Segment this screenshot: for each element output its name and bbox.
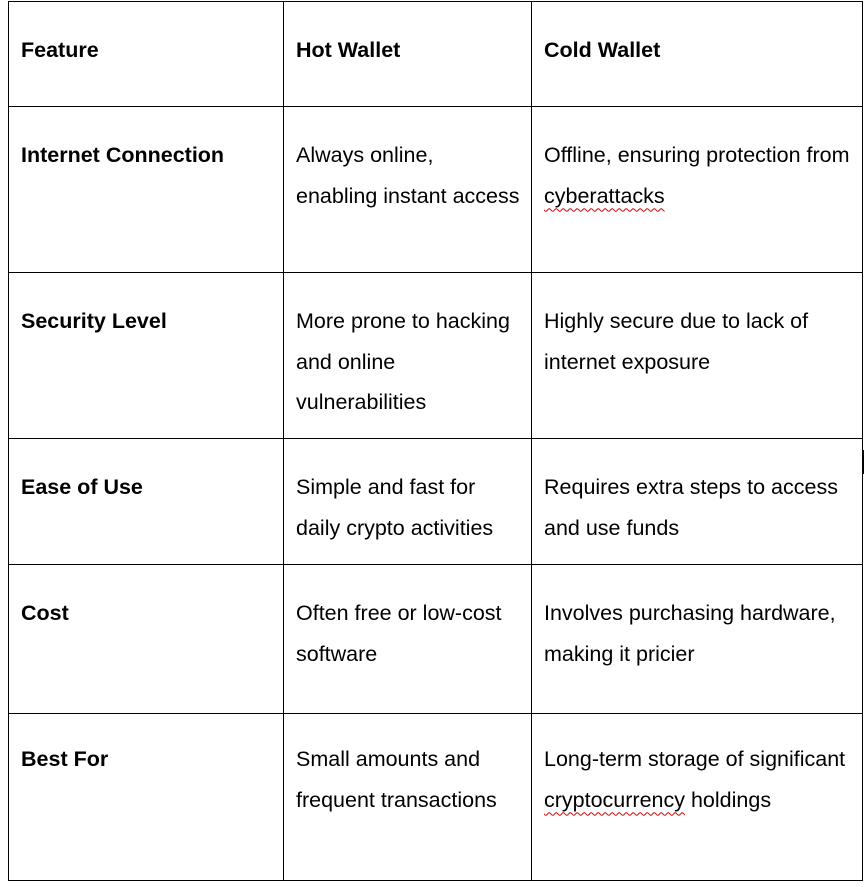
hot-wallet-cell[interactable]: Simple and fast for daily crypto activities [284, 439, 532, 565]
cold-wallet-cell[interactable]: Involves purchasing hardware, making it pricier [532, 565, 863, 714]
header-hot-wallet[interactable]: Hot Wallet [284, 2, 532, 107]
feature-cell[interactable]: Security Level [9, 273, 284, 439]
cell-text: Offline, ensuring protection from [544, 143, 850, 167]
hot-wallet-cell[interactable]: Small amounts and frequent transactions [284, 714, 532, 881]
header-feature[interactable]: Feature [9, 2, 284, 107]
table-row [9, 107, 863, 273]
cold-wallet-cell[interactable] [532, 107, 863, 273]
header-cold-wallet[interactable]: Cold Wallet [532, 2, 863, 107]
spellcheck-flagged-word[interactable]: cryptocurrency [544, 787, 685, 812]
cold-wallet-cell[interactable]: Requires extra steps to access and use funds [532, 439, 863, 565]
table-row [9, 565, 863, 714]
text-cursor [862, 450, 864, 474]
table-row [9, 714, 863, 881]
table-row [9, 439, 863, 565]
cell-text: holdings [685, 787, 772, 812]
wallet-comparison-table [8, 1, 863, 881]
cell-text: Long-term storage of significant [544, 747, 846, 771]
feature-cell[interactable]: Internet Connection [9, 107, 284, 273]
hot-wallet-cell[interactable]: Always online, enabling instant access [284, 107, 532, 273]
feature-cell[interactable]: Best For [9, 714, 284, 881]
cold-wallet-cell[interactable] [532, 714, 863, 881]
hot-wallet-cell[interactable]: Often free or low-cost software [284, 565, 532, 714]
feature-cell[interactable]: Ease of Use [9, 439, 284, 565]
feature-cell[interactable]: Cost [9, 565, 284, 714]
cold-wallet-cell[interactable]: Highly secure due to lack of internet exposure [532, 273, 863, 439]
hot-wallet-cell[interactable]: More prone to hacking and online vulnerabilities [284, 273, 532, 439]
table-header-row [9, 2, 863, 107]
table-row [9, 273, 863, 439]
spellcheck-flagged-word[interactable]: cyberattacks [544, 183, 665, 208]
